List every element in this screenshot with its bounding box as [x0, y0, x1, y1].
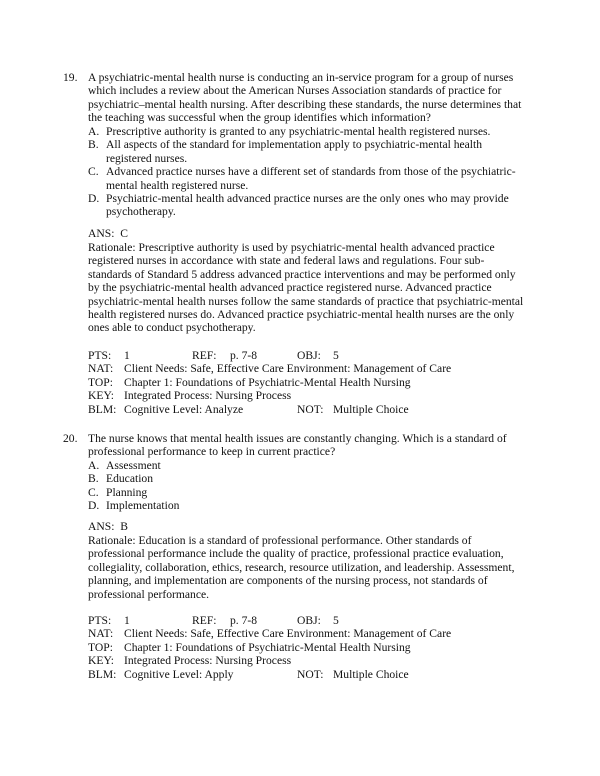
option-b	[88, 138, 528, 165]
pts-label: PTS:	[88, 349, 112, 362]
key-value: Integrated Process: Nursing Process	[124, 654, 292, 668]
option-a	[88, 459, 528, 472]
blm-label: BLM:	[88, 402, 117, 416]
meta-row-pts	[88, 614, 528, 627]
ref-value: p. 7-8	[230, 349, 258, 362]
answer-options	[88, 125, 528, 219]
ref-label: REF:	[192, 349, 217, 362]
ref-label: REF:	[192, 614, 217, 627]
option-letter: D.	[88, 192, 100, 206]
meta-row-top	[88, 376, 528, 389]
option-text: Assessment	[106, 459, 161, 472]
answer-key	[88, 227, 528, 240]
option-text: Implementation	[106, 499, 180, 513]
ans-value: C	[120, 227, 128, 240]
option-letter: B.	[88, 472, 99, 486]
not-label: NOT:	[297, 667, 324, 681]
pts-label: PTS:	[88, 614, 112, 627]
key-value: Integrated Process: Nursing Process	[124, 389, 292, 403]
meta-row-key	[88, 389, 528, 402]
meta-row-nat	[88, 362, 528, 375]
option-letter: C.	[88, 165, 99, 179]
option-letter: A.	[88, 459, 100, 472]
option-text: Psychiatric-mental health advanced practice nurses are the only ones who may provide psychotherapy.	[106, 192, 509, 219]
nat-label: NAT:	[88, 627, 114, 641]
rationale: Rationale: Education is a standard of professional performance. Other standards of professional performance include the quality of practice, professional practice evaluation, collegiality, collaboration, ethics, research, resource utilization, and leadership. Assessment, planning, and implementation are components of the nursing process, not standards of professional performance.	[88, 534, 515, 601]
question-metadata	[88, 349, 528, 416]
blm-value: Cognitive Level: Apply	[124, 667, 234, 681]
option-a	[88, 125, 528, 138]
top-label: TOP:	[88, 640, 113, 654]
not-value: Multiple Choice	[333, 402, 409, 416]
ans-value: B	[120, 520, 128, 533]
option-c	[88, 165, 528, 192]
key-label: KEY:	[88, 389, 114, 403]
ref-value: p. 7-8	[230, 614, 258, 627]
top-value: Chapter 1: Foundations of Psychiatric-Mental Health Nursing	[124, 375, 411, 389]
option-letter: B.	[88, 138, 99, 152]
key-label: KEY:	[88, 654, 114, 668]
option-text: All aspects of the standard for implementation apply to psychiatric-mental health registered nurses.	[106, 138, 483, 165]
obj-label: OBJ:	[297, 614, 321, 627]
option-text: Prescriptive authority is granted to any psychiatric-mental health registered nurses.	[106, 125, 491, 138]
pts-value: 1	[124, 349, 130, 362]
answer-options	[88, 459, 528, 513]
meta-row-blm	[88, 668, 528, 681]
obj-label: OBJ:	[297, 349, 321, 362]
obj-value: 5	[333, 614, 339, 627]
option-c	[88, 486, 528, 499]
ans-label: ANS:	[88, 227, 115, 240]
nat-value: Client Needs: Safe, Effective Care Environment: Management of Care	[124, 627, 452, 641]
question-metadata	[88, 614, 528, 681]
meta-row-key	[88, 654, 528, 667]
meta-row-pts	[88, 349, 528, 362]
answer-key	[88, 520, 528, 533]
ans-label: ANS:	[88, 520, 115, 533]
option-text: Advanced practice nurses have a different set of standards from those of the psychiatric-mental health registered nurse.	[106, 165, 516, 192]
rationale: Rationale: Prescriptive authority is used by psychiatric-mental health advanced practice registered nurses in accordance with state and federal laws and regulations. Four sub-standards of Standard 5 address advanced practice interventions and may be performed only by the psychiatric-mental health advanced practice registered nurse. Advanced practice psychiatric-mental health nurses follow the same standards of practice that psychiatric-mental health registered nurses do. Advanced practice psychiatric-mental health nurses are the only ones able to conduct psychotherapy.	[88, 241, 524, 335]
option-text: Planning	[106, 485, 148, 499]
question-number: 19.	[63, 71, 78, 84]
option-letter: C.	[88, 485, 99, 499]
meta-row-blm	[88, 403, 528, 416]
option-letter: A.	[88, 125, 100, 138]
question-stem: A psychiatric-mental health nurse is conducting an in-service program for a group of nurses which includes a review about the American Nurses Association standards of practice for psychiatric–mental health nursing. After describing these standards, the nurse determines that the teaching was successful when the group identifies which information?	[88, 71, 522, 125]
meta-row-top	[88, 641, 528, 654]
top-value: Chapter 1: Foundations of Psychiatric-Mental Health Nursing	[124, 640, 411, 654]
nat-value: Client Needs: Safe, Effective Care Environment: Management of Care	[124, 362, 452, 376]
top-label: TOP:	[88, 375, 113, 389]
nat-label: NAT:	[88, 362, 114, 376]
option-d	[88, 499, 528, 512]
meta-row-nat	[88, 627, 528, 640]
not-value: Multiple Choice	[333, 667, 409, 681]
question-stem: The nurse knows that mental health issues are constantly changing. Which is a standard of professional performance to keep in current practice?	[88, 432, 507, 459]
blm-value: Cognitive Level: Analyze	[124, 402, 244, 416]
option-text: Education	[106, 472, 154, 486]
blm-label: BLM:	[88, 667, 117, 681]
pts-value: 1	[124, 614, 130, 627]
not-label: NOT:	[297, 402, 324, 416]
option-letter: D.	[88, 499, 100, 513]
question-number: 20.	[63, 432, 78, 445]
obj-value: 5	[333, 349, 339, 362]
option-b	[88, 472, 528, 485]
option-d	[88, 192, 528, 219]
